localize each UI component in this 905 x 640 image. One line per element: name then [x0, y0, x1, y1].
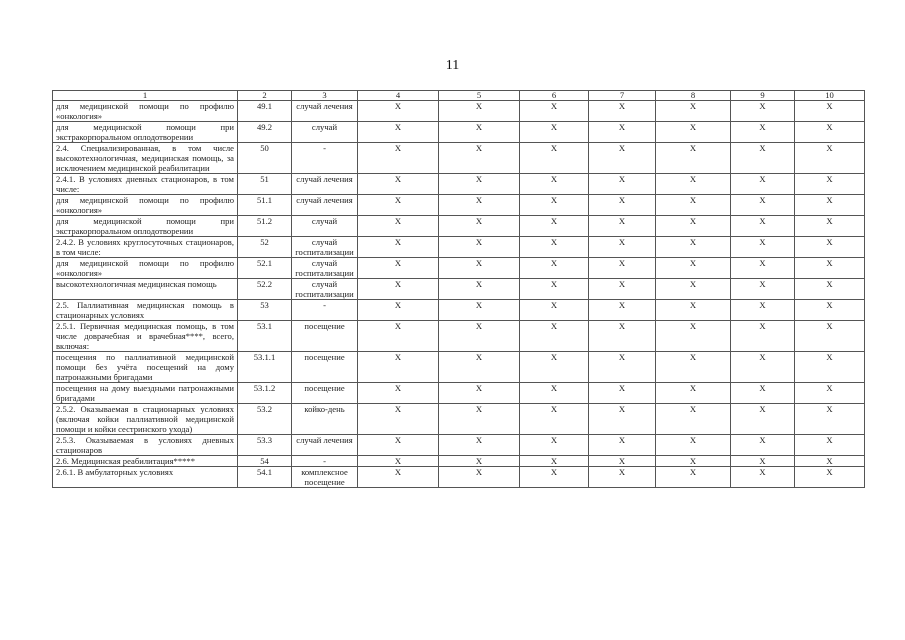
row-label: для медицинской помощи по профилю «онкология» [53, 195, 238, 216]
row-value-col-6: X [520, 195, 589, 216]
table-row [53, 101, 865, 122]
row-value-col-8: X [656, 321, 731, 352]
row-value-col-6: X [520, 279, 589, 300]
row-value-col-6: X [520, 237, 589, 258]
row-value-col-4: X [358, 300, 439, 321]
row-value-col-8: X [656, 237, 731, 258]
row-value-col-6: X [520, 300, 589, 321]
row-value-col-4: X [358, 174, 439, 195]
row-value-col-7: X [589, 467, 656, 488]
row-value-col-8: X [656, 258, 731, 279]
row-value-col-9: X [731, 321, 795, 352]
row-label: для медицинской помощи при экстракорпоральном оплодотворении [53, 216, 238, 237]
row-value-col-5: X [439, 300, 520, 321]
row-value-col-10: X [795, 456, 865, 467]
row-value-col-4: X [358, 435, 439, 456]
row-value-col-6: X [520, 352, 589, 383]
row-value-col-8: X [656, 435, 731, 456]
table-row [53, 383, 865, 404]
row-value-col-4: X [358, 352, 439, 383]
row-value-col-7: X [589, 435, 656, 456]
row-value-col-9: X [731, 383, 795, 404]
row-value-col-7: X [589, 352, 656, 383]
row-value-col-9: X [731, 101, 795, 122]
row-label: для медицинской помощи при экстракорпоральном оплодотворении [53, 122, 238, 143]
row-value-col-10: X [795, 300, 865, 321]
row-number: 54.1 [238, 467, 292, 488]
table-row [53, 321, 865, 352]
row-value-col-5: X [439, 122, 520, 143]
table-body [53, 101, 865, 488]
row-value-col-9: X [731, 258, 795, 279]
table-row [53, 435, 865, 456]
row-value-col-5: X [439, 456, 520, 467]
row-unit: комплексное посещение [292, 467, 358, 488]
row-value-col-6: X [520, 383, 589, 404]
row-value-col-5: X [439, 237, 520, 258]
row-value-col-6: X [520, 101, 589, 122]
row-number: 52.1 [238, 258, 292, 279]
row-label: 2.5.1. Первичная медицинская помощь, в том числе доврачебная и врачебная****, всего, включая: [53, 321, 238, 352]
row-value-col-5: X [439, 404, 520, 435]
row-value-col-4: X [358, 101, 439, 122]
row-unit: - [292, 456, 358, 467]
row-number: 52.2 [238, 279, 292, 300]
column-header-2: 2 [238, 91, 292, 101]
column-header-4: 4 [358, 91, 439, 101]
row-value-col-7: X [589, 174, 656, 195]
column-header-3: 3 [292, 91, 358, 101]
column-header-10: 10 [795, 91, 865, 101]
table-row [53, 216, 865, 237]
row-value-col-5: X [439, 195, 520, 216]
row-value-col-9: X [731, 300, 795, 321]
row-value-col-4: X [358, 143, 439, 174]
row-value-col-7: X [589, 383, 656, 404]
row-value-col-7: X [589, 122, 656, 143]
row-value-col-8: X [656, 456, 731, 467]
row-value-col-10: X [795, 404, 865, 435]
row-number: 53.1.1 [238, 352, 292, 383]
row-label: для медицинской помощи по профилю «онкология» [53, 101, 238, 122]
row-value-col-7: X [589, 258, 656, 279]
table-row [53, 404, 865, 435]
row-value-col-8: X [656, 404, 731, 435]
column-header-5: 5 [439, 91, 520, 101]
row-value-col-6: X [520, 404, 589, 435]
row-unit: - [292, 300, 358, 321]
row-value-col-5: X [439, 467, 520, 488]
row-number: 52 [238, 237, 292, 258]
row-value-col-10: X [795, 101, 865, 122]
row-value-col-10: X [795, 383, 865, 404]
row-value-col-6: X [520, 321, 589, 352]
row-number: 53.2 [238, 404, 292, 435]
row-value-col-7: X [589, 404, 656, 435]
row-label: посещения по паллиативной медицинской помощи без учёта посещений на дому патронажными бригадами [53, 352, 238, 383]
row-label: 2.4.2. В условиях круглосуточных стационаров, в том числе: [53, 237, 238, 258]
row-value-col-5: X [439, 258, 520, 279]
row-label: высокотехнологичная медицинская помощь [53, 279, 238, 300]
row-value-col-8: X [656, 101, 731, 122]
row-value-col-8: X [656, 195, 731, 216]
row-value-col-4: X [358, 404, 439, 435]
row-value-col-4: X [358, 237, 439, 258]
row-number: 51.2 [238, 216, 292, 237]
row-label: посещения на дому выездными патронажными бригадами [53, 383, 238, 404]
row-value-col-9: X [731, 435, 795, 456]
row-unit: посещение [292, 321, 358, 352]
row-value-col-4: X [358, 216, 439, 237]
row-value-col-7: X [589, 216, 656, 237]
row-value-col-4: X [358, 383, 439, 404]
row-value-col-7: X [589, 300, 656, 321]
row-label: 2.4. Специализированная, в том числе высокотехнологичная, медицинская помощь, за исключением медицинской реабилитации [53, 143, 238, 174]
row-value-col-9: X [731, 352, 795, 383]
row-value-col-10: X [795, 122, 865, 143]
row-value-col-4: X [358, 321, 439, 352]
row-number: 49.2 [238, 122, 292, 143]
row-value-col-8: X [656, 352, 731, 383]
table-row [53, 300, 865, 321]
row-value-col-10: X [795, 174, 865, 195]
row-unit: случай [292, 216, 358, 237]
row-number: 51.1 [238, 195, 292, 216]
table-row [53, 352, 865, 383]
row-value-col-10: X [795, 352, 865, 383]
row-number: 53.3 [238, 435, 292, 456]
row-label: для медицинской помощи по профилю «онкология» [53, 258, 238, 279]
row-value-col-4: X [358, 456, 439, 467]
row-value-col-4: X [358, 195, 439, 216]
page-number: 11 [445, 58, 460, 73]
column-header-7: 7 [589, 91, 656, 101]
row-value-col-8: X [656, 143, 731, 174]
table-row [53, 456, 865, 467]
row-value-col-5: X [439, 383, 520, 404]
row-unit: посещение [292, 383, 358, 404]
column-header-8: 8 [656, 91, 731, 101]
row-value-col-8: X [656, 467, 731, 488]
row-value-col-4: X [358, 279, 439, 300]
table-row [53, 237, 865, 258]
column-header-6: 6 [520, 91, 589, 101]
row-value-col-6: X [520, 143, 589, 174]
row-number: 53.1.2 [238, 383, 292, 404]
row-value-col-10: X [795, 143, 865, 174]
row-number: 51 [238, 174, 292, 195]
row-unit: случай лечения [292, 195, 358, 216]
row-label: 2.5. Паллиативная медицинская помощь в стационарных условиях [53, 300, 238, 321]
row-value-col-10: X [795, 279, 865, 300]
row-number: 54 [238, 456, 292, 467]
row-value-col-6: X [520, 435, 589, 456]
row-value-col-4: X [358, 467, 439, 488]
row-unit: случай госпитализации [292, 237, 358, 258]
row-value-col-7: X [589, 321, 656, 352]
row-value-col-10: X [795, 258, 865, 279]
row-value-col-10: X [795, 467, 865, 488]
row-label: 2.4.1. В условиях дневных стационаров, в том числе: [53, 174, 238, 195]
header-row [53, 91, 865, 101]
row-value-col-6: X [520, 216, 589, 237]
row-value-col-9: X [731, 174, 795, 195]
row-value-col-10: X [795, 435, 865, 456]
row-label: 2.5.3. Оказываемая в условиях дневных стационаров [53, 435, 238, 456]
row-value-col-7: X [589, 143, 656, 174]
row-unit: - [292, 143, 358, 174]
row-unit: посещение [292, 352, 358, 383]
row-value-col-9: X [731, 143, 795, 174]
row-value-col-9: X [731, 237, 795, 258]
row-value-col-8: X [656, 174, 731, 195]
row-value-col-8: X [656, 300, 731, 321]
row-value-col-7: X [589, 456, 656, 467]
row-value-col-5: X [439, 143, 520, 174]
row-value-col-6: X [520, 122, 589, 143]
row-value-col-7: X [589, 237, 656, 258]
row-value-col-10: X [795, 237, 865, 258]
row-value-col-5: X [439, 216, 520, 237]
row-value-col-7: X [589, 101, 656, 122]
row-label: 2.6.1. В амбулаторных условиях [53, 467, 238, 488]
row-label: 2.6. Медицинская реабилитация***** [53, 456, 238, 467]
table-row [53, 122, 865, 143]
row-number: 50 [238, 143, 292, 174]
table-row [53, 258, 865, 279]
row-value-col-5: X [439, 352, 520, 383]
row-number: 53.1 [238, 321, 292, 352]
row-value-col-8: X [656, 383, 731, 404]
table-row [53, 174, 865, 195]
row-value-col-4: X [358, 122, 439, 143]
row-value-col-5: X [439, 279, 520, 300]
row-unit: случай лечения [292, 101, 358, 122]
row-label: 2.5.2. Оказываемая в стационарных условиях (включая койки паллиативной медицинской помощи и койки сестринского ухода) [53, 404, 238, 435]
row-unit: случай госпитализации [292, 279, 358, 300]
row-value-col-5: X [439, 321, 520, 352]
row-unit: случай госпитализации [292, 258, 358, 279]
row-value-col-8: X [656, 216, 731, 237]
column-header-9: 9 [731, 91, 795, 101]
row-unit: койко-день [292, 404, 358, 435]
column-header-1: 1 [53, 91, 238, 101]
row-value-col-8: X [656, 279, 731, 300]
row-value-col-5: X [439, 435, 520, 456]
row-value-col-7: X [589, 279, 656, 300]
table-row [53, 143, 865, 174]
row-value-col-5: X [439, 101, 520, 122]
row-number: 49.1 [238, 101, 292, 122]
row-unit: случай лечения [292, 174, 358, 195]
data-table [52, 90, 865, 488]
row-value-col-5: X [439, 174, 520, 195]
row-value-col-9: X [731, 456, 795, 467]
row-value-col-9: X [731, 195, 795, 216]
row-value-col-9: X [731, 122, 795, 143]
row-unit: случай [292, 122, 358, 143]
row-value-col-10: X [795, 321, 865, 352]
row-value-col-6: X [520, 258, 589, 279]
row-value-col-10: X [795, 216, 865, 237]
row-value-col-9: X [731, 279, 795, 300]
row-value-col-9: X [731, 467, 795, 488]
row-number: 53 [238, 300, 292, 321]
row-value-col-6: X [520, 456, 589, 467]
row-unit: случай лечения [292, 435, 358, 456]
table-row [53, 467, 865, 488]
row-value-col-6: X [520, 467, 589, 488]
row-value-col-4: X [358, 258, 439, 279]
row-value-col-8: X [656, 122, 731, 143]
table-row [53, 279, 865, 300]
table-row [53, 195, 865, 216]
row-value-col-10: X [795, 195, 865, 216]
row-value-col-7: X [589, 195, 656, 216]
row-value-col-9: X [731, 216, 795, 237]
row-value-col-6: X [520, 174, 589, 195]
row-value-col-9: X [731, 404, 795, 435]
